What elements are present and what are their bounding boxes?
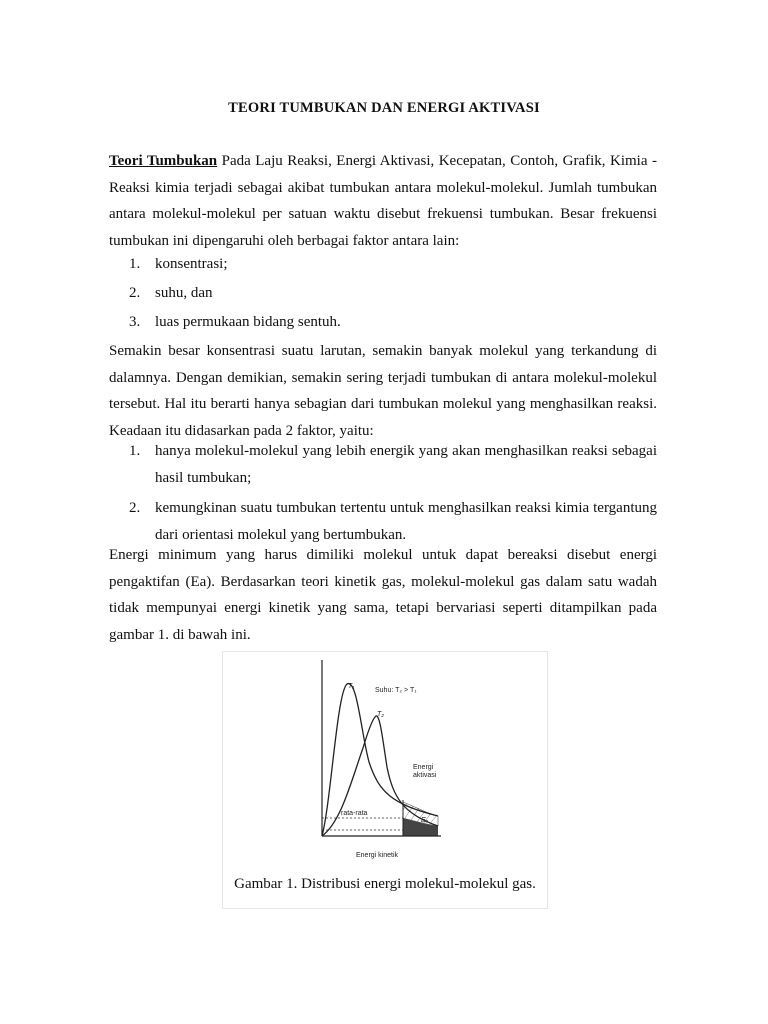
list-number: 1. xyxy=(129,256,141,272)
label-t2: T₂ xyxy=(377,711,384,718)
paragraph-activation-energy: Energi minimum yang harus dimiliki molekul untuk dapat bereaksi disebut energi pengaktifan (Ea). Berdasarkan teori kinetik gas, molekul-molekul gas dalam satu wadah tidak mempunyai energi kinetik yang sama, tetapi bervariasi seperti ditampilkan pada gambar 1. di bawah ini. xyxy=(109,547,657,643)
list-item xyxy=(109,280,657,307)
label-aktivasi: aktivasi xyxy=(413,772,437,779)
label-rata-rata: rata-rata xyxy=(341,810,368,817)
list-number: 3. xyxy=(129,314,141,330)
paragraph-intro xyxy=(109,148,657,254)
label-energi: Energi xyxy=(413,764,434,771)
list-number: 2. xyxy=(129,500,141,516)
list-text: luas permukaan bidang sentuh. xyxy=(155,314,341,330)
list-text: kemungkinan suatu tumbukan tertentu untuk menghasilkan reaksi kimia tergantung dari orientasi molekul yang bertumbukan. xyxy=(155,500,657,543)
label-t1: T₁ xyxy=(348,683,355,690)
page-title: TEORI TUMBUKAN DAN ENERGI AKTIVASI xyxy=(228,100,540,116)
list-item xyxy=(109,495,657,548)
intro-text: Pada Laju Reaksi, Energi Aktivasi, Kecepatan, Contoh, Grafik, Kimia - Reaksi kimia terjadi sebagai akibat tumbukan antara molekul-molekul. Jumlah tumbukan antara molekul-molekul per satuan waktu disebut frekuensi tumbukan. Besar frekuensi tumbukan ini dipengaruhi oleh berbagai faktor antara lain: xyxy=(109,153,657,249)
list-number: 2. xyxy=(129,285,141,301)
lead-term: Teori Tumbukan xyxy=(109,153,218,169)
label-suhu: Suhu: T₂ > T₁ xyxy=(375,687,417,694)
figure-1 xyxy=(222,651,548,909)
list-item xyxy=(109,251,657,278)
figure-caption: Gambar 1. Distribusi energi molekul-molekul gas. xyxy=(234,876,536,892)
label-ea: Eₐ xyxy=(421,817,429,824)
list-item xyxy=(109,309,657,336)
factor-list xyxy=(109,251,657,336)
list-text: hanya molekul-molekul yang lebih energik yang akan menghasilkan reaksi sebagai hasil tumbukan; xyxy=(155,443,657,486)
reason-list xyxy=(109,438,657,548)
paragraph-concentration: Semakin besar konsentrasi suatu larutan, semakin banyak molekul yang terkandung di dalamnya. Dengan demikian, semakin sering terjadi tumbukan di antara molekul-molekul tersebut. Hal itu berarti hanya sebagian dari tumbukan molekul yang menghasilkan reaksi. Keadaan itu didasarkan pada 2 faktor, yaitu: xyxy=(109,343,657,439)
energy-distribution-graph xyxy=(223,652,547,872)
list-text: konsentrasi; xyxy=(155,256,228,272)
list-item xyxy=(109,438,657,491)
list-number: 1. xyxy=(129,443,141,459)
list-text: suhu, dan xyxy=(155,285,213,301)
x-axis-label: Energi kinetik xyxy=(356,852,399,859)
